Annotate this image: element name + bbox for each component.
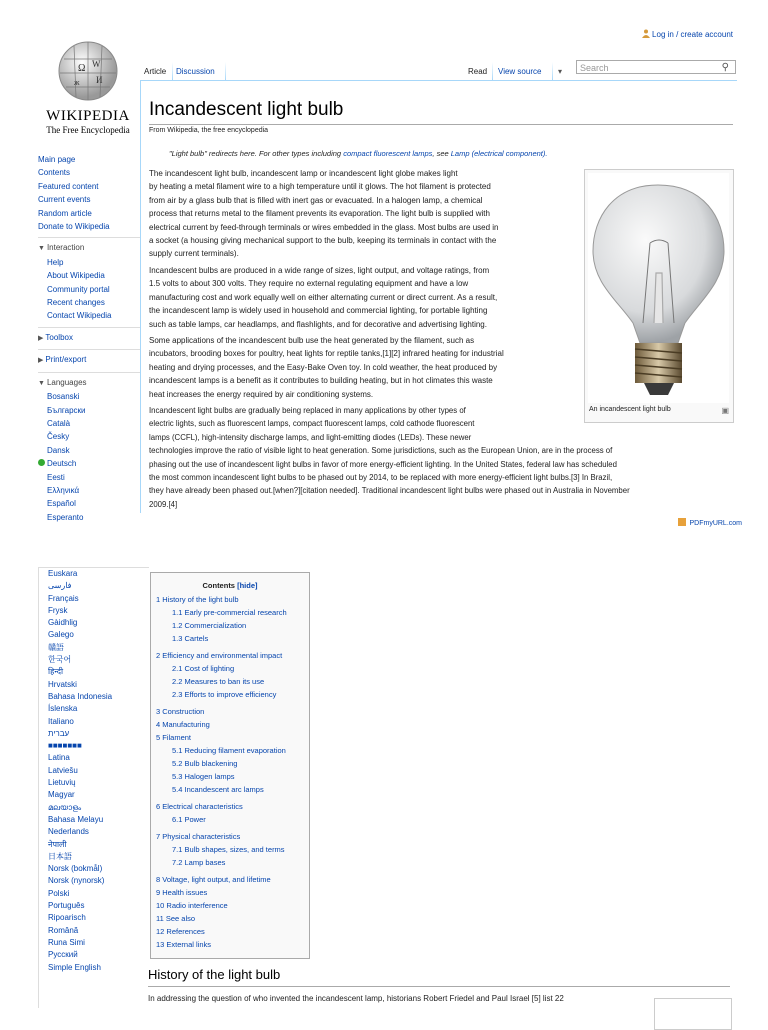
history-thumbnail [654, 998, 732, 1030]
text-line: lamps (CCFL), high-intensity discharge lamps, and light-emitting diodes (LEDs). These newer [149, 432, 472, 442]
language-link[interactable]: Norsk (bokmål) [48, 864, 103, 874]
text-line: The incandescent light bulb, incandescent lamp or incandescent light globe makes light [149, 169, 458, 178]
text-line: Some applications of the incandescent bulb use the heat generated by the filament, such as [149, 336, 475, 345]
text-line: technologies improve the ratio of visible light to heat generation. Some jurisdictions, such as the European Union, are in the process of [149, 446, 613, 456]
svg-text:W: W [92, 59, 101, 69]
toc-entry[interactable]: 1.3 Cartels [172, 634, 209, 643]
sidebar-languages-continued [38, 567, 149, 1008]
language-link[interactable]: Latina [48, 753, 70, 763]
language-link[interactable]: Magyar [48, 790, 75, 800]
language-link[interactable]: Simple English [48, 962, 101, 972]
text-line: incubators, brooding boxes for poultry, heat lights for reptile tanks,[1][2] infrared heating for industrial [149, 349, 504, 359]
toc-entry[interactable]: 5.4 Incandescent arc lamps [172, 785, 264, 794]
sidebar-nav [38, 153, 148, 524]
language-link[interactable]: Euskara [48, 569, 78, 578]
text-line: a socket (a housing giving mechanical support to the bulb, keeping its terminals in contact with the [149, 236, 497, 246]
toc-title: Contents [hide] [202, 581, 258, 590]
toc-entry[interactable]: 6.1 Power [172, 815, 206, 824]
text-line: they have already been phased out.[when?][citation needed]. Traditional incandescent light bulbs were phased out in Australia in November [149, 486, 630, 496]
toc-entry[interactable]: 5.3 Halogen lamps [172, 772, 235, 781]
language-link[interactable]: Русский [48, 950, 78, 960]
more-actions-dropdown[interactable]: ▾ [558, 67, 563, 76]
search-icon[interactable]: ⚲ [721, 62, 729, 73]
language-link[interactable]: Español [47, 499, 76, 509]
toc-entry[interactable]: 4 Manufacturing [156, 720, 210, 729]
wikipedia-logo[interactable] [28, 37, 148, 137]
sidebar-item-contents[interactable]: Contents [38, 168, 71, 178]
svg-text:И: И [96, 75, 103, 85]
history-paragraph: In addressing the question of who invented the incandescent lamp, historians Robert Friedel and Paul Israel [5] list 22 [148, 994, 564, 1003]
puzzle-globe-icon [54, 37, 122, 103]
triangle-down-icon: ▼ [38, 379, 45, 387]
search-input[interactable]: Search ⚲ [576, 60, 736, 74]
language-link[interactable]: Dansk [47, 445, 70, 455]
toc-entry[interactable]: 13 External links [156, 940, 212, 949]
sidebar-item-main-page[interactable]: Main page [38, 155, 76, 164]
text-line: 2009.[4] [149, 499, 178, 509]
language-link[interactable]: Nederlands [48, 827, 89, 837]
sidebar-item-contact[interactable]: Contact Wikipedia [47, 311, 112, 321]
sidebar-item-community-portal[interactable]: Community portal [47, 284, 110, 294]
toc-entry[interactable]: 1 History of the light bulb [156, 595, 239, 604]
toc-entry[interactable]: 11 See also [156, 914, 196, 923]
language-link[interactable]: Português [48, 901, 85, 911]
text-line: heating and drying processes, and the Easy-Bake Oven toy. In cold weather, the heat produced by [149, 362, 498, 372]
svg-text:ж: ж [74, 78, 80, 87]
language-link[interactable]: Česky [47, 432, 70, 442]
language-link[interactable]: Norsk (nynorsk) [48, 876, 105, 886]
hatnote: "Light bulb" redirects here. For other types including compact fluorescent lamps, see Lamp (electrical component). [169, 149, 548, 158]
language-link[interactable]: Latviešu [48, 765, 78, 775]
text-line: incandescent lamps is a benefit as it contributes to building heating, but in hot climates this waste [149, 376, 493, 386]
language-link[interactable]: नेपाली [48, 839, 67, 849]
language-link[interactable]: Català [47, 418, 71, 428]
language-link[interactable]: Íslenska [48, 704, 78, 714]
language-link[interactable]: Lietuvių [48, 778, 76, 788]
featured-star-icon [38, 459, 45, 466]
text-line: electric lights, such as fluorescent lamps, compact fluorescent lamps, cold cathode fluorescent [149, 419, 475, 429]
tab-divider [492, 62, 493, 80]
tab-divider [225, 62, 226, 80]
toc-entry[interactable]: 9 Health issues [156, 888, 208, 897]
tab-divider [552, 62, 553, 80]
language-link[interactable]: Italiano [48, 716, 74, 726]
sidebar-item-about[interactable]: About Wikipedia [47, 271, 105, 281]
toc-entry[interactable]: 8 Voltage, light output, and lifetime [156, 875, 271, 884]
language-link[interactable]: Français [48, 593, 79, 603]
toc-entry[interactable]: 5 Filament [156, 733, 192, 742]
tab-article[interactable]: Article [144, 67, 167, 76]
text-line: 1.5 volts to about 300 volts. They require no external regulating equipment and have a low [149, 279, 469, 289]
sidebar-section-print[interactable]: ▶ Print/export [38, 349, 148, 367]
logo-tagline: The Free Encyclopedia [46, 125, 130, 135]
triangle-right-icon: ▶ [38, 334, 44, 342]
sidebar-item-recent-changes[interactable]: Recent changes [47, 298, 105, 308]
triangle-down-icon: ▼ [38, 245, 45, 253]
text-line: Incandescent light bulbs are gradually being replaced in many applications by other types of [149, 406, 466, 415]
toc-entry[interactable]: 12 References [156, 927, 205, 936]
page-tabs [140, 56, 736, 80]
language-link[interactable]: Bahasa Melayu [48, 814, 104, 824]
sidebar-section-interaction[interactable]: ▼ Interaction [38, 237, 148, 255]
language-link-deutsch[interactable]: Deutsch [38, 457, 148, 470]
language-link[interactable]: Ripoarisch [48, 913, 86, 923]
sidebar-section-toolbox[interactable]: ▶ Toolbox [38, 327, 148, 345]
text-line: Incandescent bulbs are produced in a wide range of sizes, light output, and voltage ratings, from [149, 266, 490, 275]
page-title: Incandescent light bulb [149, 99, 344, 120]
section-heading: History of the light bulb [148, 967, 281, 982]
user-icon [642, 29, 650, 38]
sidebar-item-donate[interactable]: Donate to Wikipedia [38, 222, 110, 232]
hatnote-link[interactable]: compact fluorescent lamps [343, 149, 433, 158]
language-link[interactable]: Eesti [47, 472, 65, 482]
sidebar-item-featured-content[interactable]: Featured content [38, 181, 99, 191]
tab-discussion[interactable]: Discussion [176, 67, 215, 76]
language-link[interactable]: Runa Simi [48, 937, 85, 947]
language-link[interactable]: മലയാളം [48, 802, 82, 812]
language-link[interactable]: Ελληνικά [47, 485, 80, 495]
text-line: the incandescent lamp is widely used in household and commercial lighting, for portable lighting [149, 306, 488, 316]
language-link[interactable]: Bahasa Indonesia [48, 691, 113, 701]
svg-text:Ω: Ω [78, 63, 86, 74]
text-line: phasing out the use of incandescent light bulbs in favor of more energy-efficient lighting. In the United States, federal law has scheduled [149, 459, 617, 469]
paragraph-sizes [149, 264, 579, 331]
language-link[interactable]: עברית [48, 728, 70, 738]
heading-divider [148, 986, 730, 987]
toc-entry[interactable]: 5.1 Reducing filament evaporation [172, 746, 286, 755]
toc-entry[interactable]: 2.1 Cost of lighting [172, 664, 235, 673]
text-line: supply current terminals). [149, 249, 239, 259]
toc-entry[interactable]: 1.1 Early pre-commercial research [172, 608, 287, 617]
language-link[interactable]: Bosanski [47, 392, 80, 402]
toc-entry[interactable]: 7 Physical characteristics [156, 832, 241, 841]
language-link[interactable]: Română [48, 925, 79, 935]
language-link[interactable]: हिन्दी [48, 667, 64, 677]
language-link[interactable]: Esperanto [47, 512, 84, 522]
thumbnail-caption: An incandescent light bulb [589, 406, 671, 413]
text-line: electrical current by feed-through terminals or wires embedded in the glass. Most bulbs are used in [149, 222, 499, 232]
site-tagline: From Wikipedia, the free encyclopedia [149, 127, 269, 134]
text-line: from air by a glass bulb that is filled with inert gas or evacuated. In a halogen lamp, a chemical [149, 195, 483, 205]
pdfmyurl-icon [678, 518, 686, 526]
text-line: such as table lamps, car headlamps, and flashlights, and for decorative and advertising lighting. [149, 319, 487, 329]
language-link[interactable]: Български [47, 405, 86, 415]
enlarge-icon[interactable]: ▣ [721, 406, 729, 415]
language-link[interactable]: Gàidhlig [48, 618, 78, 628]
logo-wordmark: WIKIPEDIA [46, 108, 130, 124]
toc-entry[interactable]: 5.2 Bulb blackening [172, 759, 238, 768]
sidebar-section-languages[interactable]: ▼ Languages [38, 372, 148, 390]
toc-entry[interactable]: 6 Electrical characteristics [156, 802, 243, 811]
language-link[interactable]: Galego [48, 630, 74, 640]
hatnote-link[interactable]: Lamp (electrical component). [450, 149, 548, 158]
toc-entry[interactable]: 7.1 Bulb shapes, sizes, and terms [172, 845, 285, 854]
light-bulb-image[interactable] [588, 173, 729, 403]
triangle-right-icon: ▶ [38, 357, 44, 365]
thumbnail-figure [584, 169, 734, 423]
paragraph-intro [149, 167, 569, 261]
toc-entry[interactable]: 2.3 Efforts to improve efficiency [172, 690, 277, 699]
toc-entry[interactable]: 10 Radio interference [156, 901, 228, 910]
toc-entry[interactable]: 7.2 Lamp bases [172, 858, 226, 867]
language-link[interactable]: Hrvatski [48, 679, 77, 689]
table-of-contents [150, 572, 310, 959]
language-link[interactable]: Frysk [48, 605, 68, 615]
text-line: by heating a metal filament wire to a high temperature until it glows. The hot filament is protected [149, 182, 491, 192]
sidebar-item-current-events[interactable]: Current events [38, 195, 91, 205]
title-divider [149, 124, 733, 125]
tab-view-source[interactable]: View source [498, 67, 542, 76]
text-line: heat increases the energy required by air conditioning systems. [149, 389, 374, 399]
text-line: process that returns metal to the filament prevents its evaporation. The light bulb is supplied with [149, 209, 490, 219]
text-line: manufacturing cost and work equally well on either alternating current or direct current. As a result, [149, 292, 498, 302]
language-link[interactable]: 한국어 [48, 655, 72, 665]
language-link[interactable]: 日本語 [48, 851, 72, 861]
language-link[interactable]: ■■■■■■■ [48, 741, 82, 751]
tab-read[interactable]: Read [468, 67, 488, 76]
language-link[interactable]: Polski [48, 888, 70, 898]
pdfmyurl-watermark[interactable]: PDFmyURL.com [678, 518, 742, 527]
toc-hide-link[interactable]: [hide] [237, 581, 258, 590]
toc-entry[interactable]: 2 Efficiency and environmental impact [156, 651, 283, 660]
toc-entry[interactable]: 2.2 Measures to ban its use [172, 677, 265, 686]
paragraph-heat [149, 334, 579, 401]
sidebar-item-help[interactable]: Help [47, 257, 64, 267]
text-line: the most common incandescent light bulbs to be phased out by 2014, to be replaced with more energy-efficient light bulbs.[3] In Brazil, [149, 473, 613, 483]
toc-entry[interactable]: 3 Construction [156, 707, 205, 716]
language-link[interactable]: 贛語 [48, 642, 64, 652]
language-link[interactable]: فارسی [48, 581, 72, 591]
sidebar-item-random-article[interactable]: Random article [38, 208, 92, 218]
login-link[interactable]: Log in / create account [642, 29, 733, 39]
toc-entry[interactable]: 1.2 Commercialization [172, 621, 247, 630]
